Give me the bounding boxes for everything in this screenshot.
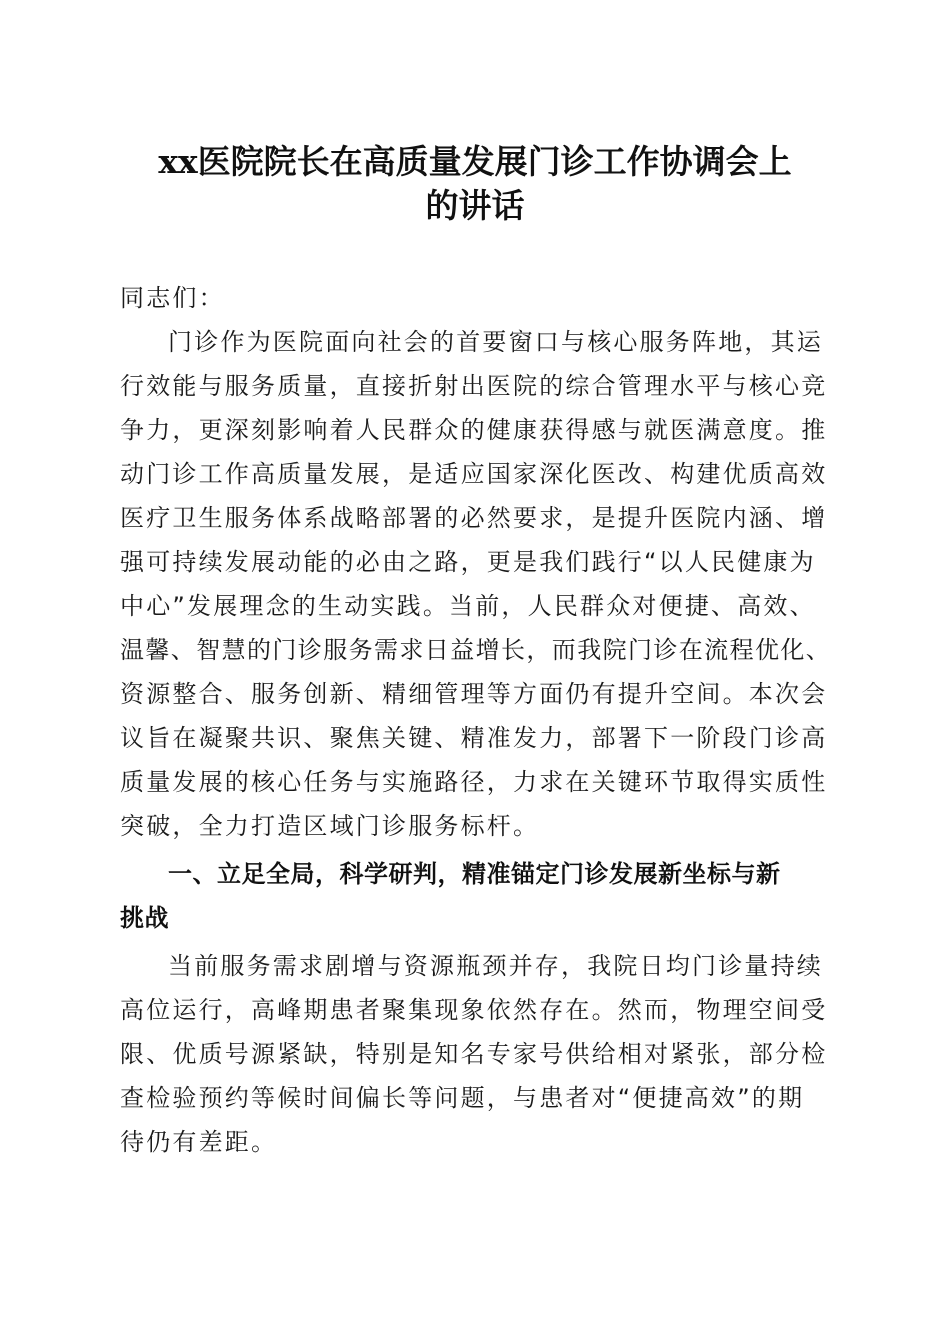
paragraph-1-line: 行效能与服务质量，直接折射出医院的综合管理水平与核心竞 <box>120 372 828 400</box>
paragraph-2-line: 当前服务需求剧增与资源瓶颈并存，我院日均门诊量持续 <box>168 952 823 980</box>
salutation: 同志们： <box>120 284 225 312</box>
paragraph-1-line: 强可持续发展动能的必由之路，更是我们践行“以人民健康为 <box>120 548 816 576</box>
section-heading-1-line: 挑战 <box>120 904 169 932</box>
paragraph-2-line: 限、优质号源紧缺，特别是知名专家号供给相对紧张，部分检 <box>120 1040 828 1068</box>
paragraph-1-line: 议旨在凝聚共识、聚焦关键、精准发力，部署下一阶段门诊高 <box>120 724 828 752</box>
paragraph-1-line: 门诊作为医院面向社会的首要窗口与核心服务阵地，其运 <box>168 328 823 356</box>
paragraph-1-line: 医疗卫生服务体系战略部署的必然要求，是提升医院内涵、增 <box>120 504 828 532</box>
paragraph-1-line: 动门诊工作高质量发展，是适应国家深化医改、构建优质高效 <box>120 460 828 488</box>
paragraph-2-line: 查检验预约等候时间偏长等问题，与患者对“便捷高效”的期 <box>120 1084 805 1112</box>
paragraph-1-line: 突破，全力打造区域门诊服务标杆。 <box>120 812 540 840</box>
document-title-line-1: xx医院院长在高质量发展门诊工作协调会上 <box>158 142 792 181</box>
paragraph-1-line: 质量发展的核心任务与实施路径，力求在关键环节取得实质性 <box>120 768 828 796</box>
paragraph-2-line: 高位运行，高峰期患者聚集现象依然存在。然而，物理空间受 <box>120 996 828 1024</box>
paragraph-1-line: 资源整合、服务创新、精细管理等方面仍有提升空间。本次会 <box>120 680 828 708</box>
section-heading-1-line: 一、立足全局，科学研判，精准锚定门诊发展新坐标与新 <box>168 860 781 888</box>
paragraph-1-line: 温馨、智慧的门诊服务需求日益增长，而我院门诊在流程优化、 <box>120 636 832 664</box>
paragraph-2-line: 待仍有差距。 <box>120 1128 278 1156</box>
paragraph-1-line: 中心”发展理念的生动实践。当前，人民群众对便捷、高效、 <box>120 592 816 620</box>
paragraph-1-line: 争力，更深刻影响着人民群众的健康获得感与就医满意度。推 <box>120 416 828 444</box>
document-title-line-2: 的讲话 <box>425 186 525 225</box>
